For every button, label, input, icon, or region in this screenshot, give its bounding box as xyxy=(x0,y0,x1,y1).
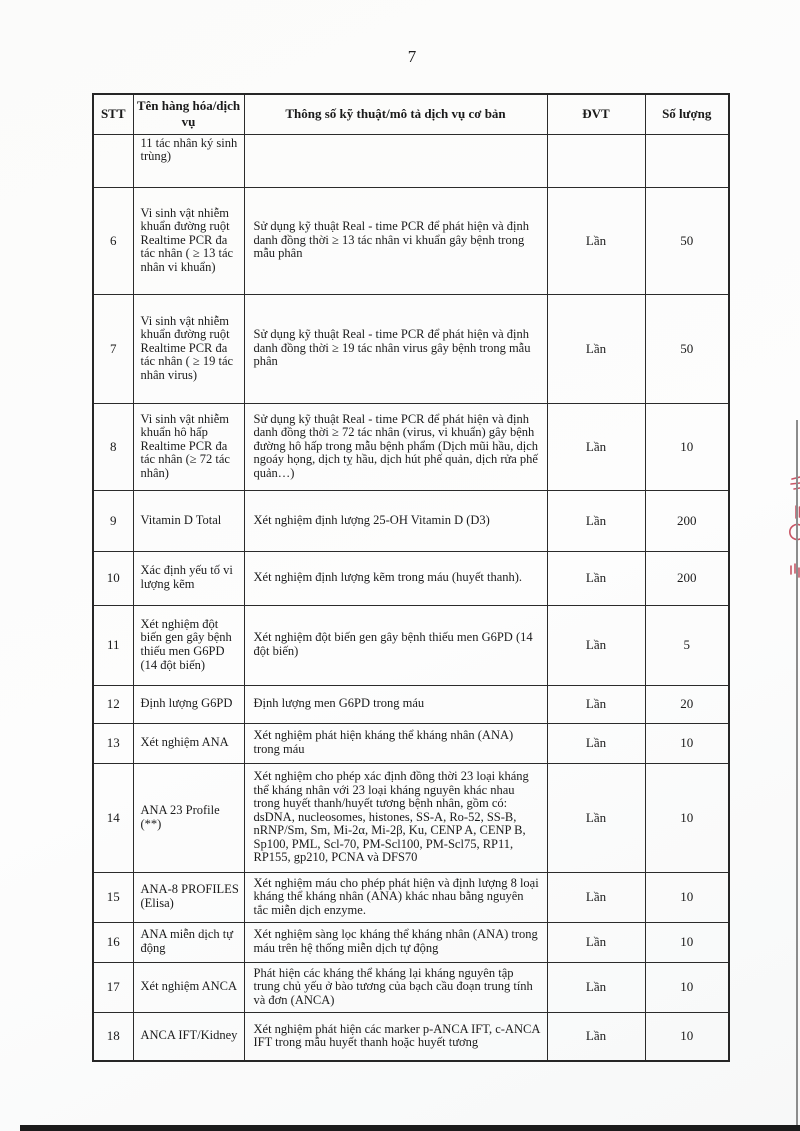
cell-stt: 7 xyxy=(93,294,133,403)
cell-name: Vi sinh vật nhiễm khuẩn đường ruột Realtime PCR đa tác nhân ( ≥ 19 tác nhân virus) xyxy=(133,294,244,403)
header-unit: ĐVT xyxy=(547,94,645,134)
cell-unit: Lần xyxy=(547,605,645,685)
cell-name: 11 tác nhân ký sinh trùng) xyxy=(133,134,244,187)
cell-unit: Lần xyxy=(547,294,645,403)
table-header xyxy=(93,94,729,134)
cell-description: Xét nghiệm phát hiện kháng thể kháng nhân (ANA) trong máu xyxy=(244,723,547,763)
cell-name: Định lượng G6PD xyxy=(133,685,244,723)
cell-unit: Lần xyxy=(547,551,645,605)
header-name: Tên hàng hóa/dịch vụ xyxy=(133,94,244,134)
cell-description: Xét nghiệm cho phép xác định đồng thời 23 loại kháng thể kháng nhân với 23 loại kháng nguyên khác nhau trong huyết thanh/huyết tương bệnh nhân, gồm có: dsDNA, nucleosomes, histones, SS-A, Ro-52, SS-B, nRNP/Sm, Sm, Mi-2α, Mi-2β, Ku, CENP A, CENP B, Sp100, PML, Scl-70, PM-Scl100, PM-Scl75, RP11, RP155, gp210, PCNA và DFS70 xyxy=(244,763,547,872)
cell-name: Xác định yếu tố vi lượng kẽm xyxy=(133,551,244,605)
table-row xyxy=(93,685,729,723)
cell-description: Xét nghiệm sàng lọc kháng thể kháng nhân (ANA) trong máu trên hệ thống miễn dịch tự động xyxy=(244,922,547,962)
header-stt: STT xyxy=(93,94,133,134)
cell-unit: Lần xyxy=(547,872,645,922)
cell-quantity xyxy=(645,134,729,187)
cell-unit: Lần xyxy=(547,685,645,723)
cell-name: Vitamin D Total xyxy=(133,490,244,551)
cell-description: Xét nghiệm máu cho phép phát hiện và định lượng 8 loại kháng thể kháng nhân (ANA) khác nhau bằng nguyên tắc miễn dịch enzyme. xyxy=(244,872,547,922)
cell-name: ANA miễn dịch tự động xyxy=(133,922,244,962)
cell-description: Định lượng men G6PD trong máu xyxy=(244,685,547,723)
table-row xyxy=(93,490,729,551)
cell-stt: 14 xyxy=(93,763,133,872)
scan-edge-line xyxy=(796,420,798,1131)
cell-description: Sử dụng kỹ thuật Real - time PCR để phát hiện và định danh đồng thời ≥ 13 tác nhân vi khuẩn gây bệnh trong mẫu phân xyxy=(244,187,547,294)
cell-stt: 12 xyxy=(93,685,133,723)
cell-name: Xét nghiệm ANA xyxy=(133,723,244,763)
cell-stt xyxy=(93,134,133,187)
table-body xyxy=(93,134,729,1061)
cell-stt: 17 xyxy=(93,962,133,1012)
cell-stt: 11 xyxy=(93,605,133,685)
cell-stt: 15 xyxy=(93,872,133,922)
cell-stt: 16 xyxy=(93,922,133,962)
cell-quantity: 20 xyxy=(645,685,729,723)
cell-name: ANCA IFT/Kidney xyxy=(133,1012,244,1061)
cell-description: Xét nghiệm định lượng kẽm trong máu (huyết thanh). xyxy=(244,551,547,605)
cell-quantity: 50 xyxy=(645,294,729,403)
cell-stt: 18 xyxy=(93,1012,133,1061)
cell-name: ANA-8 PROFILES (Elisa) xyxy=(133,872,244,922)
cell-name: ANA 23 Profile (**) xyxy=(133,763,244,872)
cell-unit: Lần xyxy=(547,403,645,490)
cell-description: Xét nghiệm định lượng 25-OH Vitamin D (D3) xyxy=(244,490,547,551)
cell-description: Xét nghiệm đột biến gen gây bệnh thiếu men G6PD (14 đột biến) xyxy=(244,605,547,685)
table-row xyxy=(93,134,729,187)
cell-quantity: 10 xyxy=(645,763,729,872)
table-row xyxy=(93,403,729,490)
cell-stt: 13 xyxy=(93,723,133,763)
cell-quantity: 50 xyxy=(645,187,729,294)
cell-quantity: 10 xyxy=(645,872,729,922)
table-row xyxy=(93,723,729,763)
table-row xyxy=(93,872,729,922)
table-row xyxy=(93,922,729,962)
header-quantity: Số lượng xyxy=(645,94,729,134)
cell-quantity: 10 xyxy=(645,922,729,962)
cell-description: Xét nghiệm phát hiện các marker p-ANCA IFT, c-ANCA IFT trong mẫu huyết thanh hoặc huyết tương xyxy=(244,1012,547,1061)
header-spec: Thông số kỹ thuật/mô tả dịch vụ cơ bản xyxy=(244,94,547,134)
table-row xyxy=(93,1012,729,1061)
cell-stt: 6 xyxy=(93,187,133,294)
cell-name: Xét nghiệm đột biến gen gây bệnh thiếu men G6PD (14 đột biến) xyxy=(133,605,244,685)
table-row xyxy=(93,187,729,294)
cell-quantity: 10 xyxy=(645,723,729,763)
page-number: 7 xyxy=(407,47,417,66)
cell-stt: 9 xyxy=(93,490,133,551)
cell-unit: Lần xyxy=(547,1012,645,1061)
cell-description xyxy=(244,134,547,187)
table-row xyxy=(93,551,729,605)
cell-unit: Lần xyxy=(547,723,645,763)
table-row xyxy=(93,294,729,403)
cell-quantity: 10 xyxy=(645,403,729,490)
table-header-row xyxy=(93,94,729,134)
cell-unit: Lần xyxy=(547,922,645,962)
cell-quantity: 5 xyxy=(645,605,729,685)
cell-unit: Lần xyxy=(547,962,645,1012)
cell-quantity: 200 xyxy=(645,551,729,605)
cell-name: Vi sinh vật nhiễm khuẩn hô hấp Realtime PCR đa tác nhân (≥ 72 tác nhân) xyxy=(133,403,244,490)
cell-description: Phát hiện các kháng thể kháng lại kháng nguyên tập trung chủ yếu ở bào tương của bạch cầu đoạn trung tính và đơn (ANCA) xyxy=(244,962,547,1012)
cell-name: Xét nghiệm ANCA xyxy=(133,962,244,1012)
scan-edge-bar xyxy=(20,1125,800,1131)
table-row xyxy=(93,605,729,685)
cell-description: Sử dụng kỹ thuật Real - time PCR để phát hiện và định danh đồng thời ≥ 72 tác nhân (virus, vi khuẩn) gây bệnh đường hô hấp trong mẫu bệnh phẩm (Dịch mũi hầu, dịch ngoáy họng, dịch tỵ hầu, dịch hút phế quản, dịch rửa phế quản…) xyxy=(244,403,547,490)
cell-unit: Lần xyxy=(547,187,645,294)
cell-stt: 10 xyxy=(93,551,133,605)
cell-quantity: 10 xyxy=(645,962,729,1012)
cell-quantity: 200 xyxy=(645,490,729,551)
cell-unit xyxy=(547,134,645,187)
cell-description: Sử dụng kỹ thuật Real - time PCR để phát hiện và định danh đồng thời ≥ 19 tác nhân virus gây bệnh trong mẫu phân xyxy=(244,294,547,403)
cell-unit: Lần xyxy=(547,763,645,872)
cell-quantity: 10 xyxy=(645,1012,729,1061)
table-row xyxy=(93,962,729,1012)
services-table xyxy=(92,93,730,1062)
cell-name: Vi sinh vật nhiễm khuẩn đường ruột Realtime PCR đa tác nhân ( ≥ 13 tác nhân vi khuẩn) xyxy=(133,187,244,294)
cell-stt: 8 xyxy=(93,403,133,490)
cell-unit: Lần xyxy=(547,490,645,551)
table-row xyxy=(93,763,729,872)
